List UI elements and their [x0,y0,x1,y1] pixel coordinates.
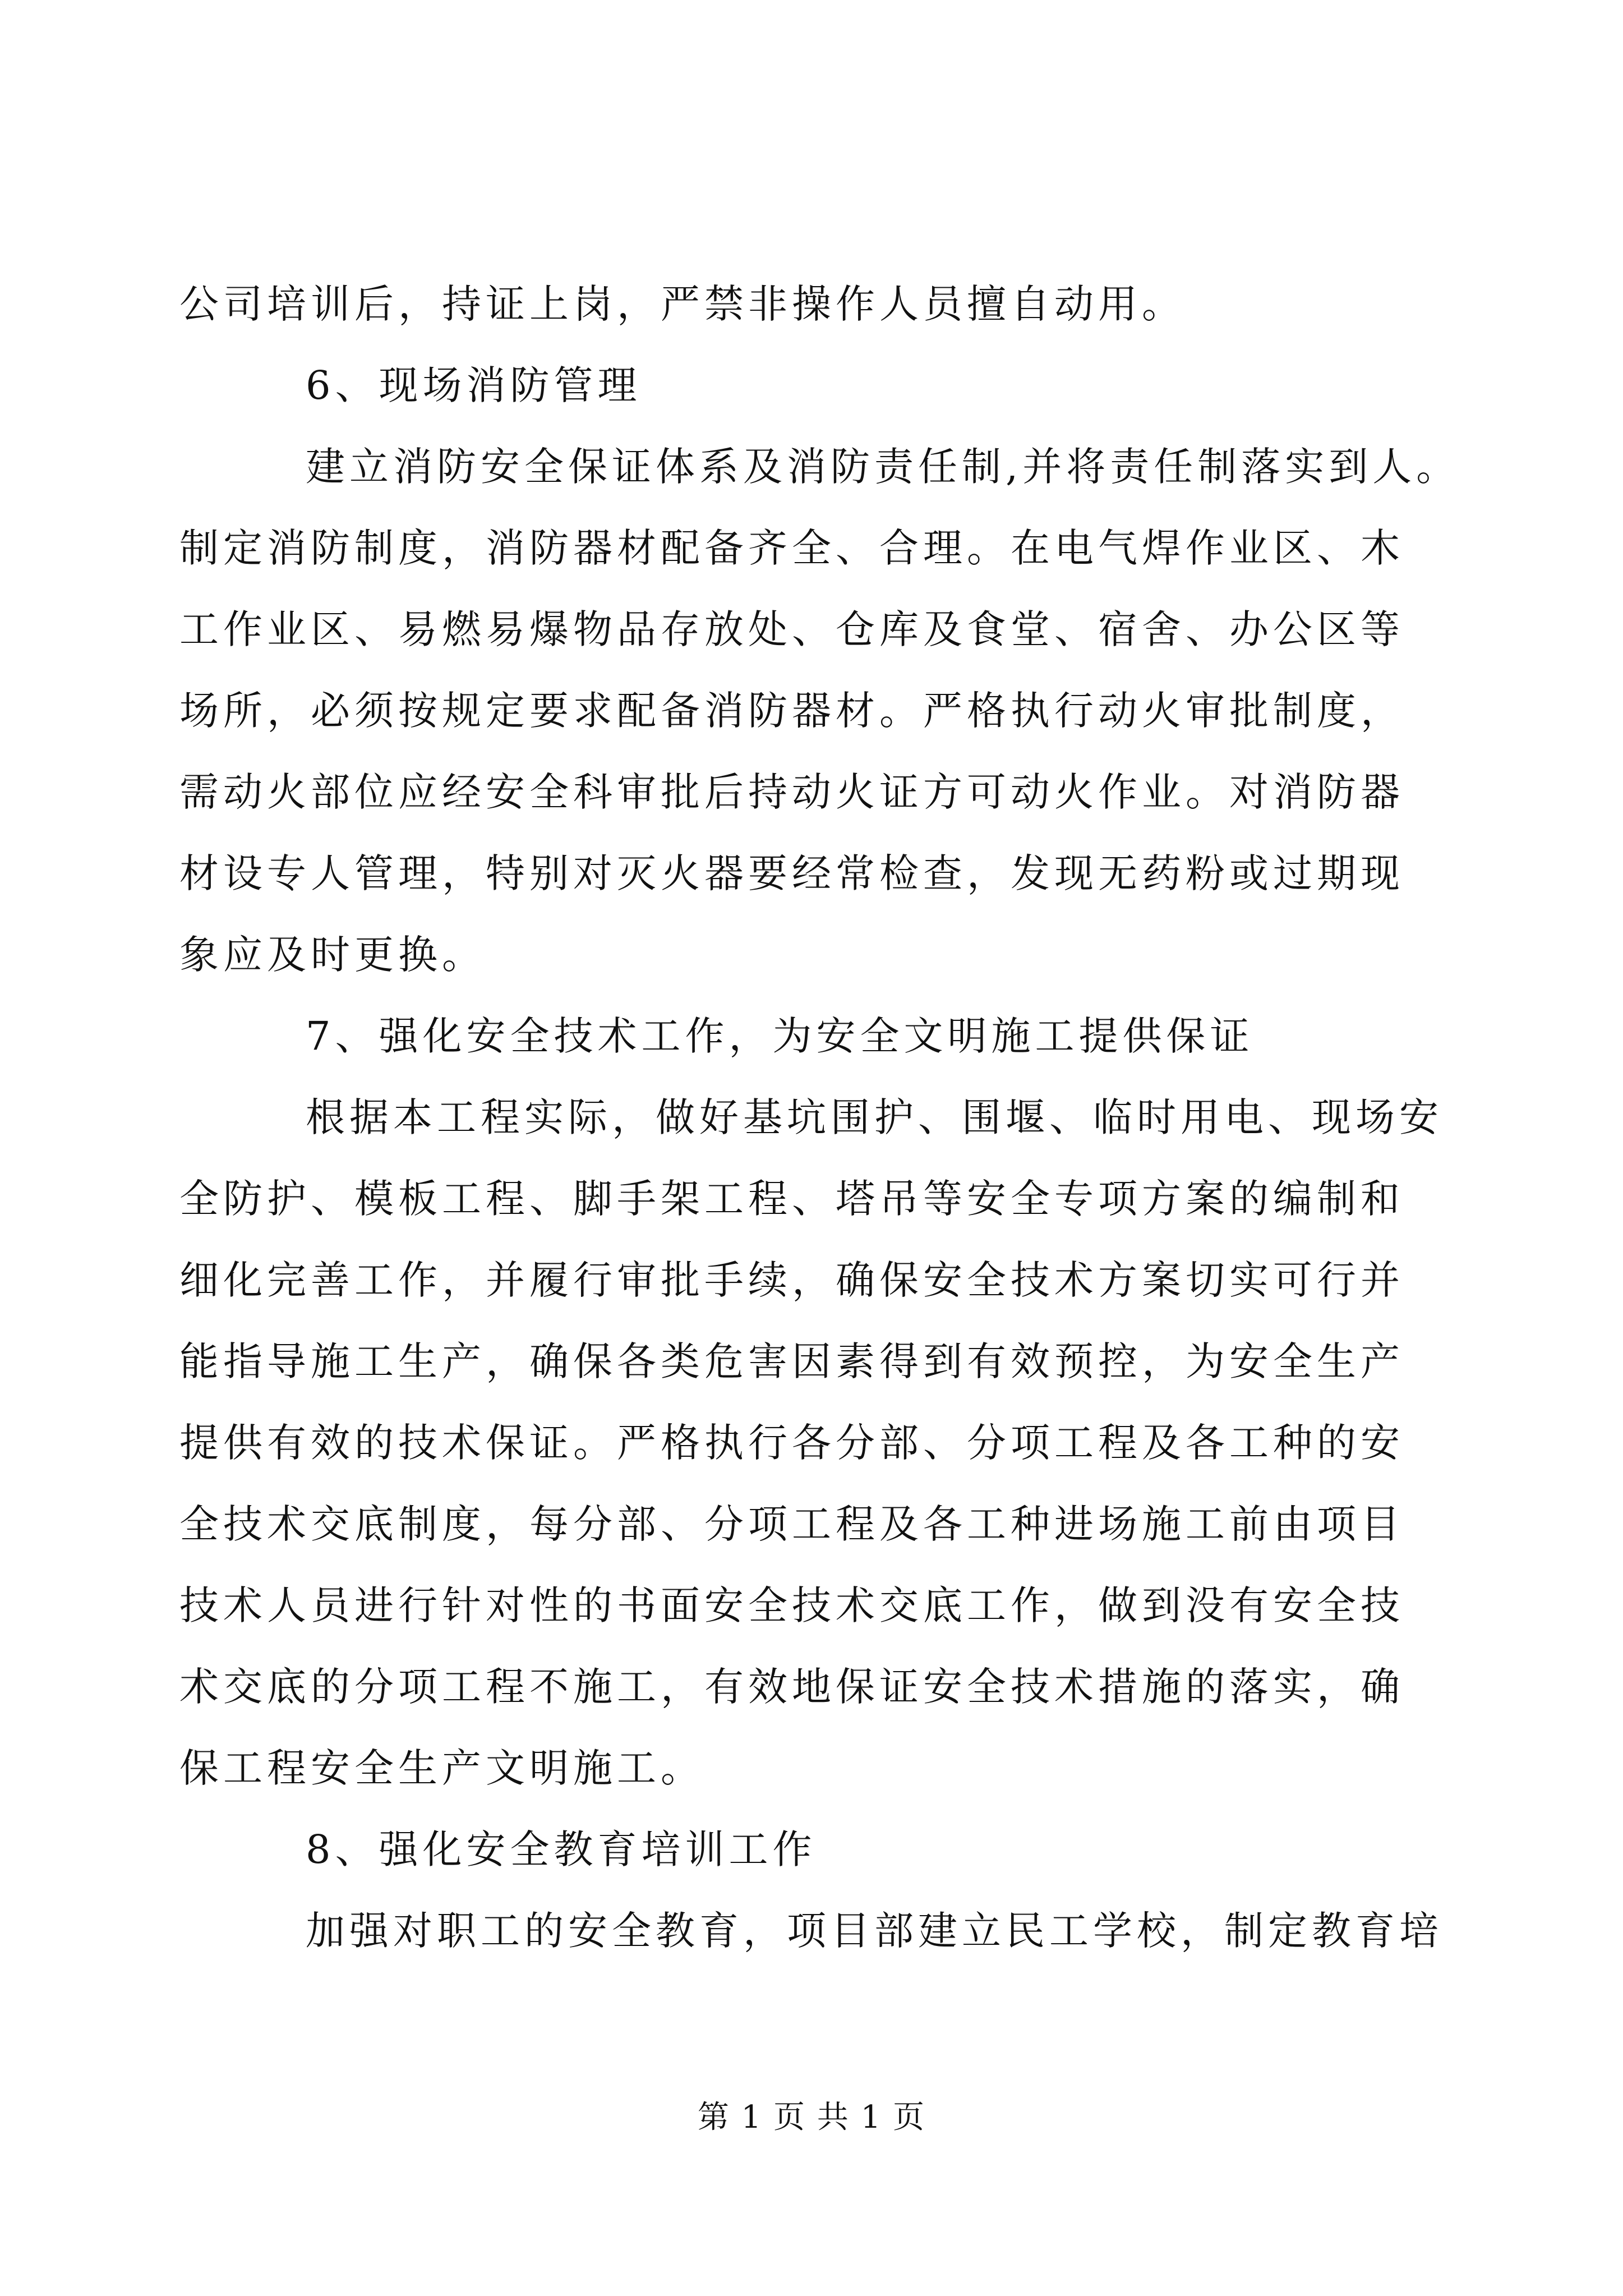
body-line: 公司培训后，持证上岗，严禁非操作人员擅自动用。 [179,281,1186,327]
section-heading-8: 8、强化安全教育培训工作 [306,1826,817,1872]
body-line: 需动火部位应经安全科审批后持动火证方可动火作业。对消防器 [179,769,1404,815]
body-line: 提供有效的技术保证。严格执行各分部、分项工程及各工种的安 [179,1420,1404,1466]
body-line: 全防护、模板工程、脚手架工程、塔吊等安全专项方案的编制和 [179,1176,1404,1222]
body-line: 材设专人管理，特别对灭火器要经常检查，发现无药粉或过期现 [179,850,1404,896]
body-line: 全技术交底制度，每分部、分项工程及各工种进场施工前由项目 [179,1501,1404,1547]
page-number-footer: 第 1 页 共 1 页 [697,2099,926,2136]
section-heading-6: 6、现场消防管理 [306,362,642,408]
document-body [179,264,1469,1972]
body-line: 工作业区、易燃易爆物品存放处、仓库及食堂、宿舍、办公区等 [179,606,1404,652]
paragraph-start: 根据本工程实际，做好基坑围护、围堰、临时用电、现场安 [306,1094,1443,1140]
body-line: 能指导施工生产，确保各类危害因素得到有效预控，为安全生产 [179,1338,1404,1384]
body-line: 术交底的分项工程不施工，有效地保证安全技术措施的落实，确 [179,1664,1404,1710]
body-line: 场所，必须按规定要求配备消防器材。严格执行动火审批制度， [179,688,1404,734]
body-line: 象应及时更换。 [179,932,486,978]
paragraph-start: 建立消防安全保证体系及消防责任制,并将责任制落实到人。 [306,444,1460,490]
body-line: 技术人员进行针对性的书面安全技术交底工作，做到没有安全技 [179,1582,1404,1628]
body-line: 保工程安全生产文明施工。 [179,1745,704,1791]
body-line: 制定消防制度，消防器材配备齐全、合理。在电气焊作业区、木 [179,525,1404,571]
body-line: 细化完善工作，并履行审批手续，确保安全技术方案切实可行并 [179,1257,1404,1303]
paragraph-start: 加强对职工的安全教育，项目部建立民工学校，制定教育培 [306,1908,1443,1954]
section-heading-7: 7、强化安全技术工作，为安全文明施工提供保证 [306,1013,1254,1059]
